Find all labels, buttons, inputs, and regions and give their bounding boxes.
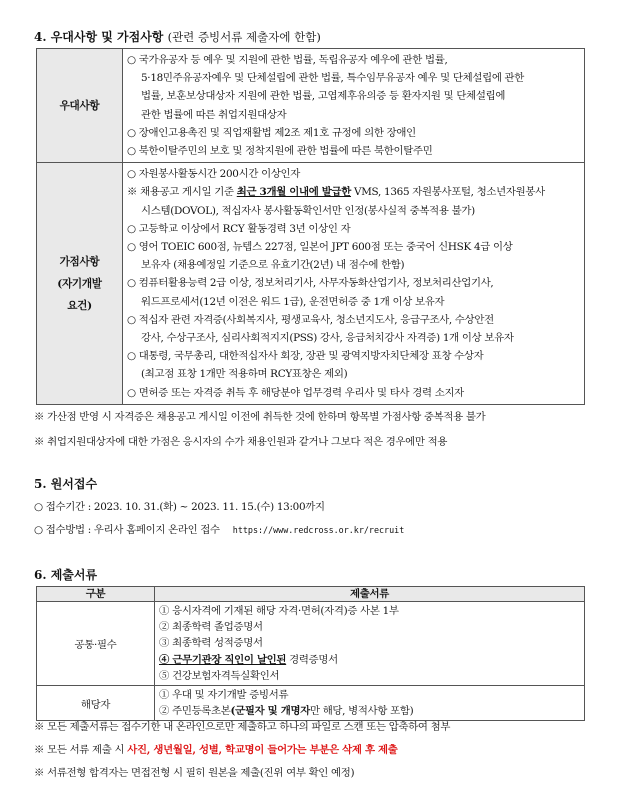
column-header: 구분 [37,587,155,602]
preference-line: 관한 법률에 따른 취업지원대상자 [141,108,287,121]
bonus-line: ○ 고등학교 이상에서 RCY 활동경력 3년 이상인 자 [127,222,351,235]
section6-note: ※ 모든 제출서류는 접수기한 내 온라인으로만 제출하고 하나의 파일로 스캔 또는 압축하여 첨부 [34,721,451,733]
documents-row [37,686,585,721]
documents-list [155,686,585,721]
row-label: 해당자 [37,686,155,721]
document-emphasis: (군필자 및 개명자 [230,705,310,718]
bonus-line [127,183,580,201]
document-item: ① 우대 및 자기개발 증빙서류 [159,689,289,702]
bonus-label [37,163,123,405]
section4-note: ※ 취업지원대상자에 대한 가점은 응시자의 수가 채용인원과 같거나 그보다 적은 경우에만 적용 [34,436,448,448]
bonus-line: ○ 영어 TOEIC 600점, 뉴텝스 227점, 일본어 JPT 600점 또는 중국어 신HSK 4급 이상 [127,241,513,254]
section4-title: 4. 우대사항 및 가점사항 [34,30,164,44]
document-text: 경력증명서 [286,653,338,666]
bonus-line: ○ 면허증 또는 자격증 취득 후 해당분야 업무경력 우리사 및 타사 경력 소지자 [127,386,464,399]
document-item [159,703,580,719]
preference-line: ○ 장애인고용촉진 및 직업재활법 제2조 제1호 규정에 의한 장애인 [127,126,416,139]
recruit-link[interactable]: https://www.redcross.or.kr/recruit [232,525,405,535]
bonus-line: 강사, 수상구조사, 심리사회적지지(PSS) 강사, 응급처치강사 자격증) 1개 이상 보유자 [141,332,514,345]
column-header: 제출서류 [155,587,585,602]
preference-line: ○ 북한이탈주민의 보호 및 정착지원에 관한 법률에 따른 북한이탈주민 [127,145,433,158]
document-text: 만 해당, 병적사항 포함) [309,705,414,718]
preference-line: ○ 국가유공자 등 예우 및 지원에 관한 법률, 독립유공자 예우에 관한 법률, [127,54,448,66]
section4-subtitle: (관련 증빙서류 제출자에 한함) [167,30,321,44]
section6-title: 6. 제출서류 [34,568,98,582]
document-item: ⑤ 건강보험자격득실확인서 [159,669,280,682]
section6-note: ※ 서류전형 합격자는 면접전형 시 필히 원본을 제출(진위 여부 확인 예정) [34,767,355,779]
bonus-label-line: 요건) [67,299,92,312]
document-emphasis: ④ 근무기관장 직인이 날인된 [159,653,287,666]
documents-header-row [37,587,585,602]
document-item [159,652,580,668]
documents-list [155,602,585,686]
bonus-line: ○ 자원봉사활동시간 200시간 이상인자 [127,168,301,181]
bonus-line: ○ 대통령, 국무총리, 대한적십자사 회장, 장관 및 광역지방자치단체장 표창 수상자 [127,350,484,363]
bonus-text: VMS, 1365 자원봉사포털, 청소년자원봉사 [351,186,545,199]
documents-table [36,586,585,721]
bonus-line: 워드프로세서(12년 이전은 워드 1급), 운전면허증 중 1개 이상 보유자 [141,295,445,308]
bonus-line: ○ 적십자 관련 자격증(사회복지사, 평생교육사, 청소년지도사, 응급구조사, 수상안전 [127,313,494,326]
bonus-line: 시스템(DOVOL), 적십자사 봉사활동확인서만 인정(봉사실적 중복적용 불가) [141,204,475,217]
document-item: ① 응시자격에 기재된 해당 자격·면허(자격)증 사본 1부 [159,605,399,617]
bonus-row [37,163,585,405]
section4-note: ※ 가산점 반영 시 자격증은 채용공고 게시일 이전에 취득한 것에 한하며 항목별 가점사항 중복적용 불가 [34,411,486,423]
row-label: 공통·필수 [37,602,155,686]
documents-row [37,602,585,686]
bonus-line: (최고점 표창 1개만 적용하며 RCY표창은 제외) [141,368,348,381]
preference-label: 우대사항 [37,49,123,163]
bonus-content [123,163,585,405]
application-period: ○ 접수기간 : 2023. 10. 31.(화) ~ 2023. 11. 15.(수) 13:00까지 [34,501,325,513]
preference-line: 5·18민주유공자예우 및 단체설립에 관한 법률, 특수임무유공자 예우 및 단체설립에 관한 [141,72,525,85]
note-warning: 사진, 생년월일, 성별, 학교명이 들어가는 부분은 삭제 후 제출 [127,744,398,756]
bonus-text: ※ 채용공고 게시일 기준 [127,186,237,199]
document-item: ③ 최종학력 성적증명서 [159,637,263,650]
section4-heading [34,28,321,45]
note-text: ※ 모든 서류 제출 시 [34,744,128,756]
section6-note [34,741,397,759]
preference-table [36,48,585,405]
document-text: ② 주민등록초본 [159,705,231,718]
bonus-label-line: 가점사항 [59,255,100,268]
section5-title: 5. 원서접수 [34,477,98,491]
preference-line: 법률, 보훈보상대상자 지원에 관한 법률, 고엽제후유의증 등 환자지원 및 단체설립에 [141,90,506,103]
bonus-line: ○ 컴퓨터활용능력 2급 이상, 정보처리기사, 사무자동화산업기사, 정보처리산업기사, [127,277,494,290]
bonus-emphasis: 최근 3개월 이내에 발급한 [236,186,352,199]
bonus-line: 보유자 (채용예정일 기준으로 유효기간(2년) 내 점수에 한함) [141,259,405,272]
application-method: ○ 접수방법 : 우리사 홈페이지 온라인 접수 [34,524,220,536]
document-item: ② 최종학력 졸업증명서 [159,621,263,634]
bonus-label-line: (자기개발 [57,277,102,290]
preference-row [37,49,585,163]
application-method-line [34,521,404,536]
preference-content [123,49,585,163]
